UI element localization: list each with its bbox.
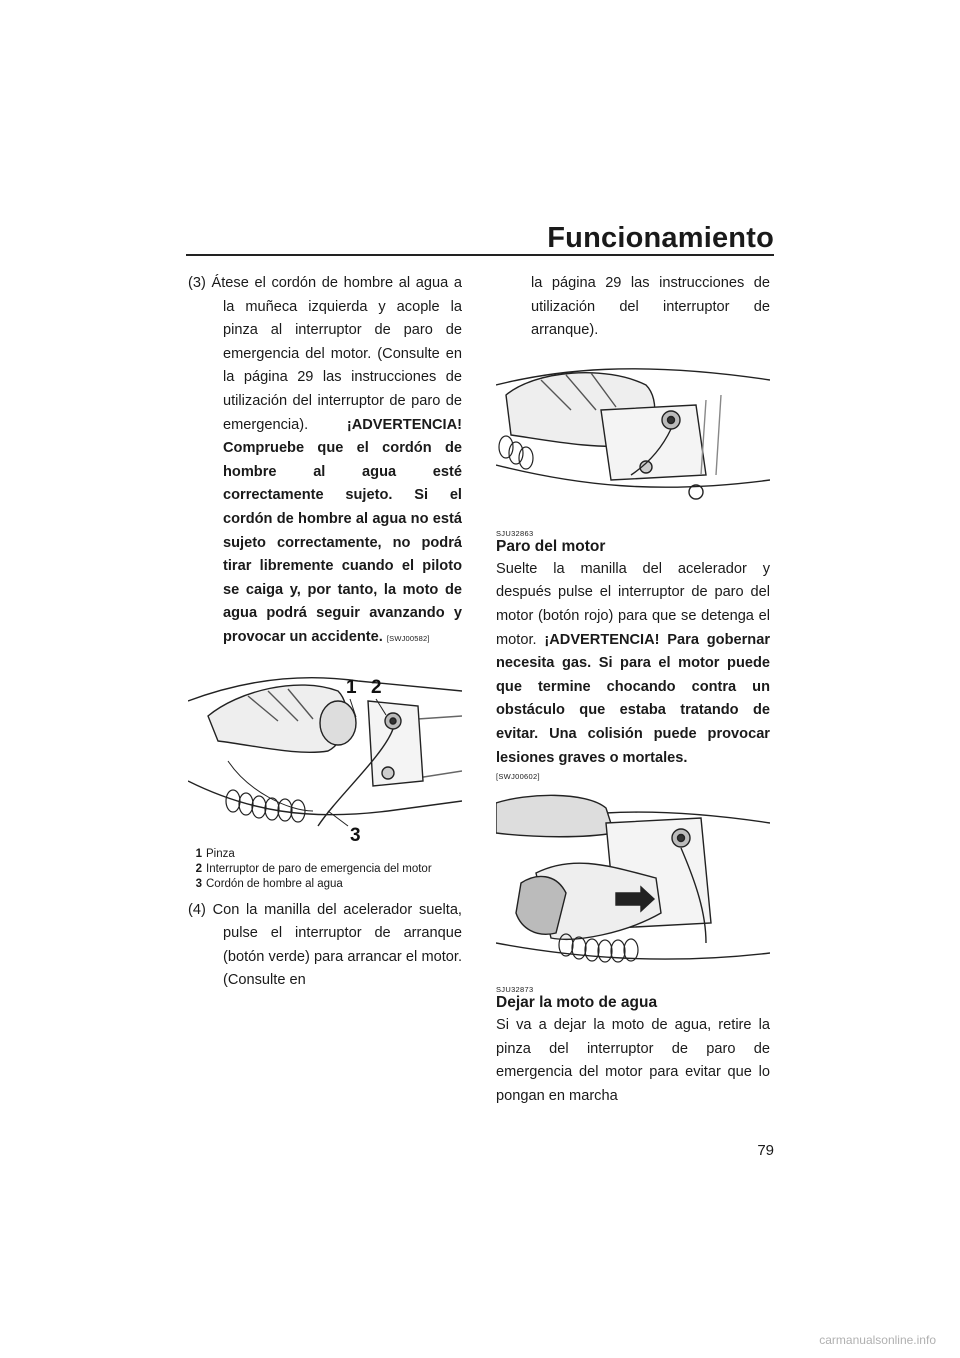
figure-emergency-stop-lanyard xyxy=(188,661,462,847)
left-column xyxy=(188,272,462,993)
step-3-text: (3) Átese el cordón de hombre al agua a la muñeca izquierda y acople la pinza al interruptor de paro de emergencia del motor. (Consulte en la página 29 las instrucciones de utilización del interruptor de paro de emergencia). xyxy=(188,275,462,433)
watermark: carmanualsonline.info xyxy=(819,1333,936,1347)
section-2-body: Si va a dejar la moto de agua, retire la pinza del interruptor de paro de emergencia del motor para evitar que lo pongan en marcha xyxy=(496,1017,770,1104)
caption-text: Interruptor de paro de emergencia del motor xyxy=(206,862,432,875)
caption-text: Pinza xyxy=(206,847,235,860)
figure-stop-switch xyxy=(496,793,770,971)
callout-1: 1 xyxy=(346,676,357,698)
callout-3: 3 xyxy=(350,824,361,846)
step-3-paragraph xyxy=(188,272,462,651)
caption-number: 3 xyxy=(195,877,202,890)
section-code: SJU32873 xyxy=(496,985,534,995)
caption-number: 1 xyxy=(195,847,202,860)
section-1-paragraph xyxy=(496,558,770,770)
title-rule xyxy=(186,254,774,256)
figure-start-switch xyxy=(496,355,770,515)
step-4-paragraph: (4) Con la manilla del acelerador suelta, pulse el interruptor de arranque (botón verde) para arrancar el motor. (Consulte en xyxy=(188,901,462,989)
caption-item xyxy=(188,862,462,876)
step-3-warning-ref: [SWJ00582] xyxy=(386,633,430,643)
right-column xyxy=(496,272,770,1109)
caption-item xyxy=(188,877,462,891)
caption-number: 2 xyxy=(195,862,202,875)
section-title-stop-engine: Paro del motor xyxy=(496,537,606,555)
caption-text: Cordón de hombre al agua xyxy=(206,877,343,890)
page-number: 79 xyxy=(757,1142,774,1159)
step-3-warning: ¡ADVERTENCIA! Compruebe que el cordón de hombre al agua esté correctamente sujeto. Si el cordón de hombre al agua no está sujeto correctamente, no podrá tirar libremente cuando el piloto se caiga y, por tanto, la moto de agua podrá seguir avanzando y provocar un accidente. xyxy=(223,416,462,645)
section-1-warning-ref: [SWJ00602] xyxy=(496,772,540,782)
section-1-warning: ¡ADVERTENCIA! Para gobernar necesita gas. Si para el motor puede que termine chocando contra un obstáculo que estaba tratando de evitar. Una colisión puede provocar lesiones graves o mortales. xyxy=(496,631,770,766)
section-1-body: Suelte la manilla del acelerador y después pulse el interruptor de paro del motor (botón rojo) para que se detenga el motor. xyxy=(496,560,770,648)
step-4-continuation: la página 29 las instrucciones de utilización del interruptor de arranque). xyxy=(531,275,770,339)
callout-2: 2 xyxy=(371,676,382,698)
section-title-leave-watercraft: Dejar la moto de agua xyxy=(496,994,658,1012)
page-title: Funcionamiento xyxy=(547,222,774,254)
figure-caption-list xyxy=(188,847,462,891)
section-code: SJU32863 xyxy=(496,528,534,538)
caption-item xyxy=(188,847,462,861)
